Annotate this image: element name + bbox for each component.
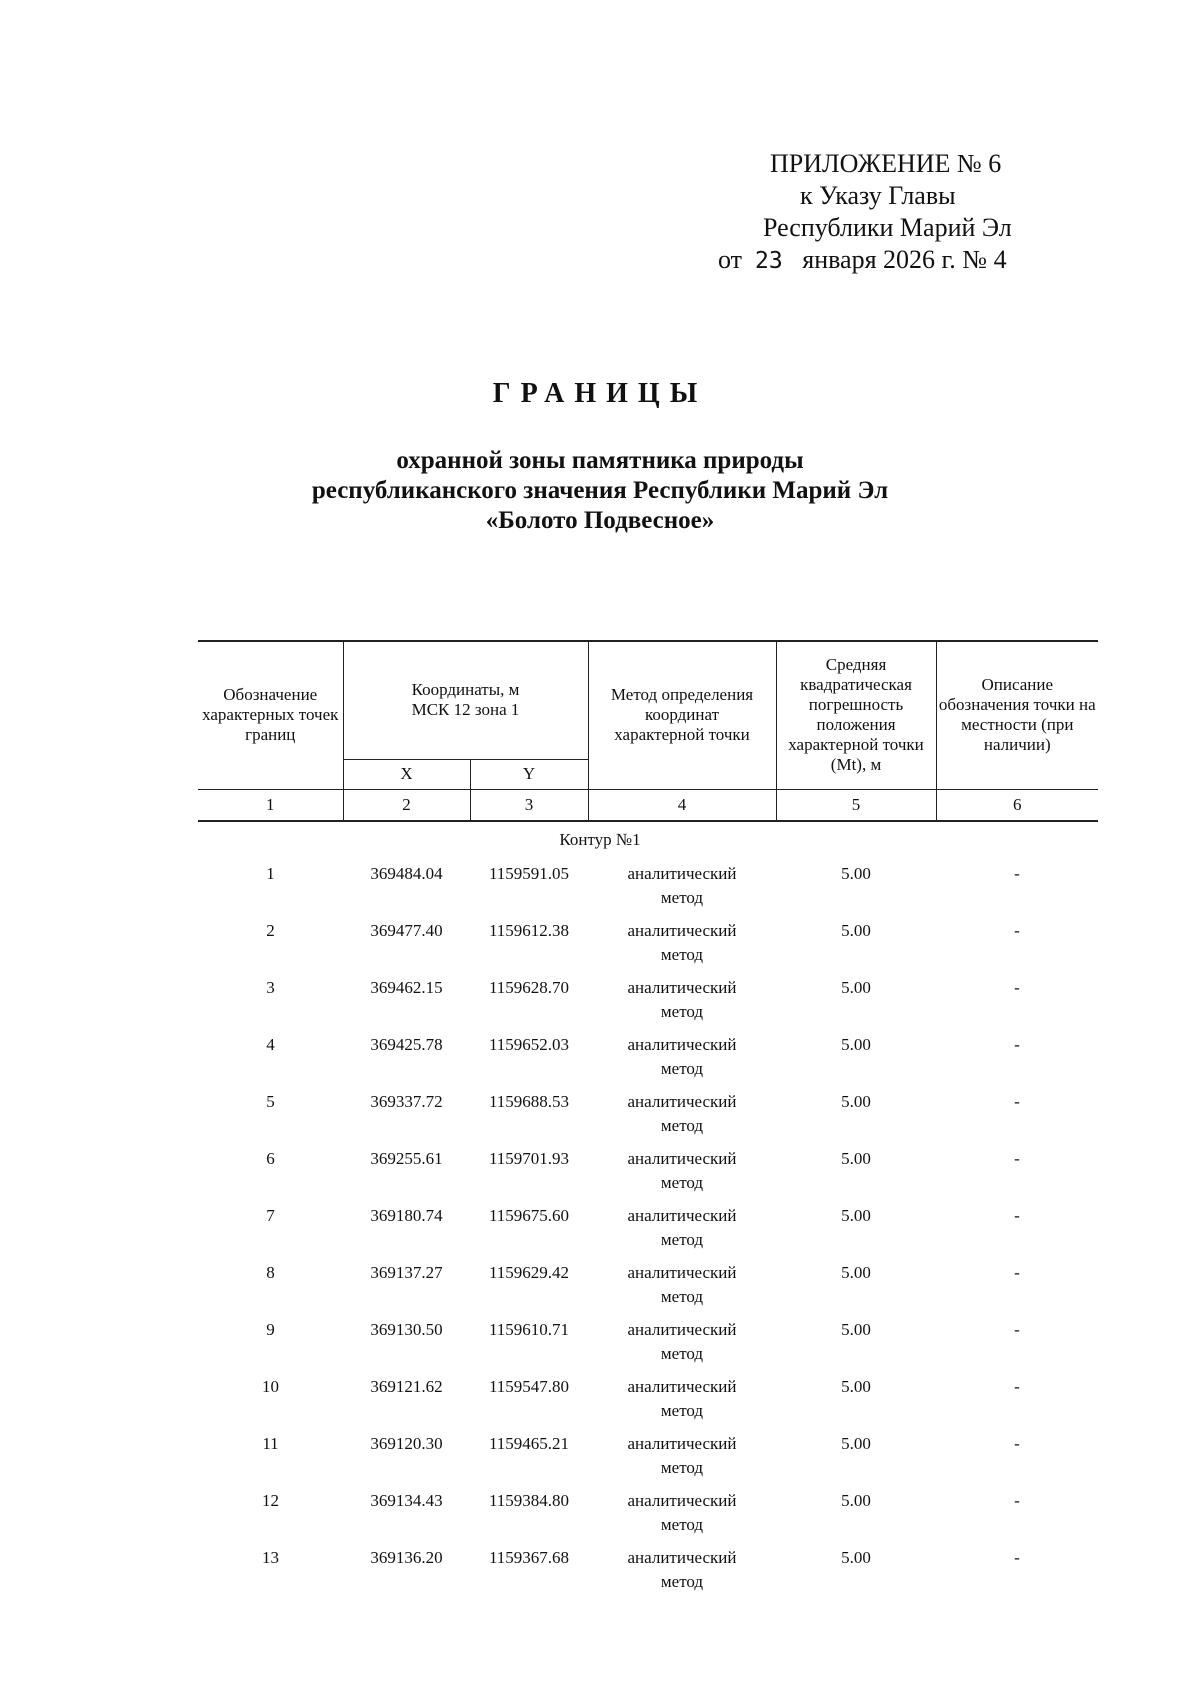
- mean-error: 5.00: [841, 1206, 871, 1225]
- coord-x: 369121.62: [370, 1377, 443, 1396]
- table-row: [198, 1489, 1098, 1546]
- mean-error: 5.00: [841, 1263, 871, 1282]
- column-number: 6: [936, 789, 1098, 821]
- point-number: 11: [262, 1434, 279, 1453]
- coord-y: 1159367.68: [488, 1548, 570, 1567]
- point-number: 8: [266, 1263, 275, 1282]
- method: аналитический метод: [627, 1035, 737, 1078]
- header-method: Метод определения координат характерной точки: [588, 641, 776, 789]
- coord-x: 369137.27: [370, 1263, 443, 1282]
- date-day: 23: [755, 248, 783, 274]
- table-header: [198, 640, 1098, 822]
- table-row: [198, 1147, 1098, 1204]
- mean-error: 5.00: [841, 1320, 871, 1339]
- mean-error: 5.00: [841, 1149, 871, 1168]
- point-number: 1: [266, 864, 275, 883]
- table-row: [198, 1033, 1098, 1090]
- page-title: ГРАНИЦЫ: [492, 378, 708, 409]
- mean-error: 5.00: [841, 864, 871, 883]
- coord-x: 369120.30: [370, 1434, 443, 1453]
- table-row: [198, 1261, 1098, 1318]
- coord-x: 369255.61: [370, 1149, 443, 1168]
- table-row: [198, 1432, 1098, 1489]
- point-number: 13: [262, 1548, 279, 1567]
- point-description: -: [1014, 1434, 1020, 1453]
- table-row: [198, 1318, 1098, 1375]
- table-row: [198, 1375, 1098, 1432]
- mean-error: 5.00: [841, 1377, 871, 1396]
- column-number: 2: [343, 789, 470, 821]
- method: аналитический метод: [627, 1092, 737, 1135]
- coord-x: 369462.15: [370, 978, 443, 997]
- table-row: [198, 976, 1098, 1033]
- point-description: -: [1014, 1092, 1020, 1111]
- method: аналитический метод: [627, 864, 737, 907]
- method: аналитический метод: [627, 1263, 737, 1306]
- header-y: Y: [470, 759, 588, 789]
- contour-label: Контур №1: [559, 830, 641, 849]
- date-rest: января 2026 г. № 4: [802, 245, 1007, 274]
- point-number: 9: [266, 1320, 275, 1339]
- coord-x: 369477.40: [370, 921, 443, 940]
- coord-y: 1159628.70: [488, 978, 570, 997]
- table-row: [198, 1204, 1098, 1261]
- coord-y: 1159675.60: [488, 1206, 570, 1225]
- header-x: X: [343, 759, 470, 789]
- table-row: [198, 862, 1098, 919]
- coord-y: 1159547.80: [488, 1377, 570, 1396]
- appendix-republic: Республики Марий Эл: [763, 213, 1012, 242]
- method: аналитический метод: [627, 921, 737, 964]
- coord-x: 369484.04: [370, 864, 443, 883]
- point-description: -: [1014, 978, 1020, 997]
- column-number: 4: [588, 789, 776, 821]
- point-number: 5: [266, 1092, 275, 1111]
- coord-y: 1159612.38: [488, 921, 570, 940]
- mean-error: 5.00: [841, 978, 871, 997]
- coord-y: 1159652.03: [488, 1035, 570, 1054]
- point-description: -: [1014, 921, 1020, 940]
- coord-x: 369130.50: [370, 1320, 443, 1339]
- point-description: -: [1014, 1206, 1020, 1225]
- coord-y: 1159384.80: [488, 1491, 570, 1510]
- coord-x: 369337.72: [370, 1092, 443, 1111]
- mean-error: 5.00: [841, 1491, 871, 1510]
- coord-x: 369134.43: [370, 1491, 443, 1510]
- method: аналитический метод: [627, 1548, 737, 1591]
- method: аналитический метод: [627, 1377, 737, 1420]
- coord-x: 369425.78: [370, 1035, 443, 1054]
- mean-error: 5.00: [841, 921, 871, 940]
- table-row: [198, 1090, 1098, 1147]
- coord-y: 1159610.71: [488, 1320, 570, 1339]
- point-number: 10: [262, 1377, 279, 1396]
- point-description: -: [1014, 1149, 1020, 1168]
- method: аналитический метод: [627, 978, 737, 1021]
- date-prefix: от: [718, 245, 743, 274]
- point-description: -: [1014, 864, 1020, 883]
- point-number: 12: [262, 1491, 279, 1510]
- mean-error: 5.00: [841, 1434, 871, 1453]
- subtitle-line: республиканского значения Республики Марий Эл: [311, 477, 889, 504]
- point-number: 4: [266, 1035, 275, 1054]
- appendix-number: ПРИЛОЖЕНИЕ № 6: [770, 149, 1002, 178]
- point-number: 3: [266, 978, 275, 997]
- appendix-date: [718, 244, 1007, 277]
- mean-error: 5.00: [841, 1035, 871, 1054]
- coord-y: 1159591.05: [488, 864, 570, 883]
- point-number: 7: [266, 1206, 275, 1225]
- point-description: -: [1014, 1320, 1020, 1339]
- appendix-decree: к Указу Главы: [800, 181, 956, 210]
- method: аналитический метод: [627, 1434, 737, 1477]
- header-point-designation: Обозначение характерных точек границ: [198, 641, 343, 789]
- table-row: [198, 1546, 1098, 1603]
- coord-y: 1159465.21: [488, 1434, 570, 1453]
- coord-y: 1159701.93: [488, 1149, 570, 1168]
- method: аналитический метод: [627, 1491, 737, 1534]
- point-description: -: [1014, 1035, 1020, 1054]
- mean-error: 5.00: [841, 1548, 871, 1567]
- method: аналитический метод: [627, 1206, 737, 1249]
- table-row: [198, 919, 1098, 976]
- subtitle-line: охранной зоны памятника природы: [396, 447, 804, 474]
- column-number: 1: [198, 789, 343, 821]
- point-number: 6: [266, 1149, 275, 1168]
- coord-y: 1159629.42: [488, 1263, 570, 1282]
- column-number: 3: [470, 789, 588, 821]
- header-description: Описание обозначения точки на местности (при наличии): [936, 641, 1098, 789]
- mean-error: 5.00: [841, 1092, 871, 1111]
- point-description: -: [1014, 1491, 1020, 1510]
- coord-y: 1159688.53: [488, 1092, 570, 1111]
- column-number: 5: [776, 789, 936, 821]
- method: аналитический метод: [627, 1149, 737, 1192]
- coord-x: 369136.20: [370, 1548, 443, 1567]
- method: аналитический метод: [627, 1320, 737, 1363]
- point-description: -: [1014, 1548, 1020, 1567]
- page-subtitle: [0, 446, 1200, 536]
- coord-x: 369180.74: [370, 1206, 443, 1225]
- point-description: -: [1014, 1377, 1020, 1396]
- header-coordinates: Координаты, м МСК 12 зона 1: [343, 641, 588, 759]
- point-description: -: [1014, 1263, 1020, 1282]
- header-error: Средняя квадратическая погрешность положения характерной точки (Mt), м: [776, 641, 936, 789]
- point-number: 2: [266, 921, 275, 940]
- subtitle-line: «Болото Подвесное»: [485, 507, 715, 534]
